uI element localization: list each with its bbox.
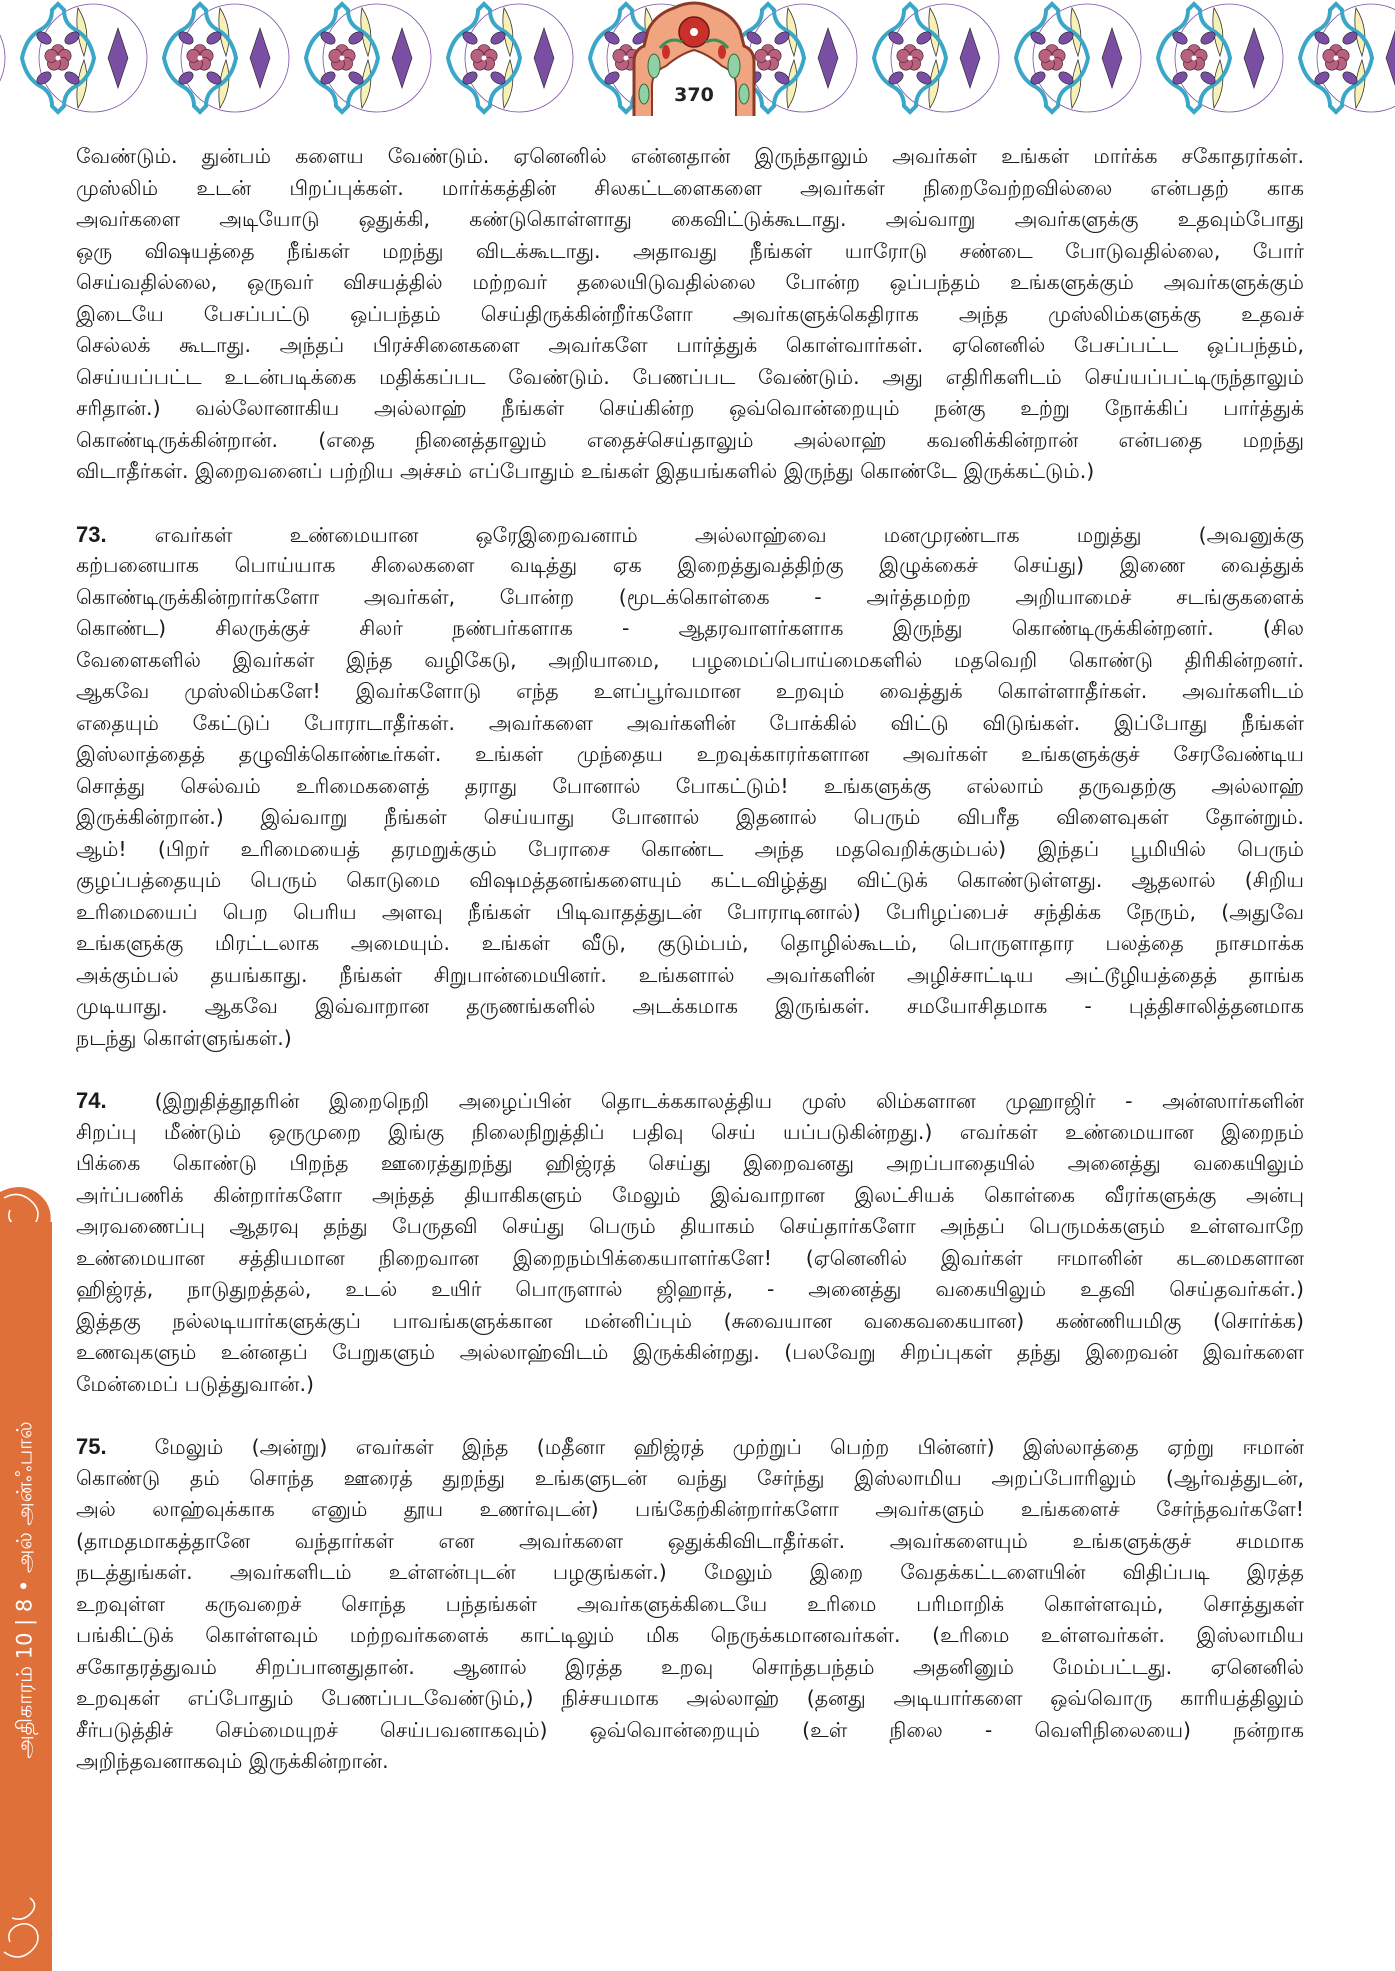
text-line: இருக்கின்றான்.) இவ்வாறு நீங்கள் செய்யாது போனால் இதனால் பெரும் விபரீத விளைவுகள் தோன்றும். bbox=[76, 805, 1304, 829]
verse-paragraph bbox=[76, 1431, 1304, 1778]
text-line: அக்கும்பல் தயங்காது. நீங்கள் சிறுபான்மையினர். உங்களால் அவர்களின் அழிச்சாட்டிய அட்டூழியத்தைத் தாங்க bbox=[76, 962, 1304, 987]
header-ornament-band bbox=[0, 0, 1395, 116]
text-line bbox=[76, 1431, 1304, 1463]
text-line: பிக்கை கொண்டு பிறந்த ஊரைத்துறந்து ஹிஜ்ரத் செய்து இறைவனது அறப்பாதையில் அனைத்து வகையிலும் bbox=[76, 1151, 1304, 1175]
text-line: வேளைகளில் இவர்கள் இந்த வழிகேடு, அறியாமை, பழமைப்பொய்மைகளில் மதவெறி கொண்டு திரிகின்றனர். bbox=[76, 647, 1304, 672]
text-line: செல்லக் கூடாது. அந்தப் பிரச்சினைகளை அவர்களே பார்த்துக் கொள்வார்கள். ஏனெனில் பேசப்பட்ட ஒப்பந்தம், bbox=[76, 333, 1304, 357]
text-line: நடத்துங்கள். அவர்களிடம் உள்ளன்புடன் பழகுங்கள்.) மேலும் இறை வேதக்கட்டளையின் விதிப்படி இரத்த bbox=[76, 1560, 1304, 1584]
text-line: செய்யப்பட்ட உடன்படிக்கை மதிக்கப்பட வேண்டும். பேணப்பட வேண்டும். அது எதிரிகளிடம் செய்யப்பட்டிருந்தாலும் bbox=[76, 364, 1304, 389]
page-number: 370 bbox=[674, 84, 714, 106]
text-line: உண்மையான சத்தியமான நிறைவான இறைநம்பிக்கையாளர்களே! (ஏனெனில் இவர்கள் ஈமானின் கடமைகளான bbox=[76, 1245, 1304, 1270]
text-line: கொண்ட) சிலருக்குச் சிலர் நண்பர்களாக - ஆதரவாளர்களாக இருந்து கொண்டிருக்கின்றனர். (சில bbox=[76, 616, 1304, 640]
text-line: சொத்து செல்வம் உரிமைகளைத் தராது போனால் போகட்டும்! உங்களுக்கு எல்லாம் தருவதற்கு அல்லாஹ் bbox=[76, 773, 1304, 798]
text-line: நடந்து கொள்ளுங்கள்.) bbox=[76, 1025, 292, 1050]
text-line: முஸ்லிம் உடன் பிறப்புக்கள். மார்க்கத்தின் சிலகட்டளைகளை அவர்கள் நிறைவேற்றவில்லை என்பதற் காக bbox=[76, 175, 1304, 200]
verse-paragraph bbox=[76, 1085, 1304, 1400]
floral-tile bbox=[874, 4, 999, 112]
floral-tile bbox=[1016, 4, 1141, 112]
floral-tile bbox=[306, 4, 431, 112]
floral-tile bbox=[0, 4, 5, 112]
text-line: கற்பனையாக பொய்யாக சிலைகளை வடித்து ஏக இறைத்துவத்திற்கு இழுக்கைச் செய்து) இணை வைத்துக் bbox=[76, 553, 1304, 577]
text-line: ஆகவே முஸ்லிம்களே! இவர்களோடு எந்த உளப்பூர்வமான உறவும் வைத்துக் கொள்ளாதீர்கள். அவர்களிடம் bbox=[76, 679, 1304, 703]
floral-tile bbox=[1300, 4, 1395, 112]
verse-paragraph bbox=[76, 141, 1304, 488]
floral-tile bbox=[22, 4, 147, 112]
text-line: சகோதரத்துவம் சிறப்பானதுதான். ஆனால் இரத்த உறவு சொந்தபந்தம் அதனினும் மேம்பட்டது. ஏனெனில் bbox=[76, 1654, 1304, 1679]
text-line: கொண்டு தம் சொந்த ஊரைத் துறந்து உங்களுடன் வந்து சேர்ந்து இஸ்லாமிய அறப்போரிலும் (ஆர்வத்துடன், bbox=[76, 1465, 1304, 1490]
chapter-label: அதிகாரம் 10 | 8 • அல் அன்ஃபால் bbox=[12, 1421, 37, 1759]
line-text: மேலும் (அன்று) எவர்கள் இந்த (மதீனா ஹிஜ்ரத் முற்றுப் பெற்ற பின்னர்) இஸ்லாத்தை ஏற்று ஈமான் bbox=[154, 1435, 1304, 1459]
text-line: வேண்டும். துன்பம் களைய வேண்டும். ஏனெனில் என்னதான் இருந்தாலும் அவர்கள் உங்கள் மார்க்க சகோதரர்கள். bbox=[76, 144, 1304, 168]
text-line: உங்களுக்கு மிரட்டலாக அமையும். உங்கள் வீடு, குடும்பம், தொழில்கூடம், பொருளாதார பலத்தை நாசமாக்க bbox=[76, 931, 1304, 955]
line-text: எவர்கள் உண்மையான ஒரேஇறைவனாம் அல்லாஹ்வை மனமுரண்டாக மறுத்து (அவனுக்கு bbox=[154, 522, 1304, 547]
text-line: உரிமையைப் பெற பெரிய அளவு நீங்கள் பிடிவாதத்துடன் போராடினால்) பேரிழப்பைச் சந்திக்க நேரும், (அதுவே bbox=[76, 899, 1304, 924]
verse-paragraph bbox=[76, 519, 1304, 1055]
verse-number: 74. bbox=[76, 1088, 107, 1113]
red-flower-icon bbox=[679, 17, 709, 47]
text-line: (தாமதமாகத்தானே வந்தார்கள் என அவர்களை ஒதுக்கிவிடாதீர்கள். அவர்களையும் உங்களுக்குச் சமமாக bbox=[76, 1528, 1304, 1553]
text-line: முடியாது. ஆகவே இவ்வாறான தருணங்களில் அடக்கமாக இருங்கள். சமயோசிதமாக - புத்திசாலித்தனமாக bbox=[76, 994, 1304, 1018]
text-line: குழப்பத்தையும் பெரும் கொடுமை விஷமத்தனங்களையும் கட்டவிழ்த்து விட்டுக் கொண்டுள்ளது. ஆதலால் (சிறிய bbox=[76, 868, 1304, 892]
floral-tile bbox=[164, 4, 289, 112]
text-line bbox=[76, 519, 1304, 551]
text-line: விடாதீர்கள். இறைவனைப் பற்றிய அச்சம் எப்போதும் உங்கள் இதயங்களில் இருந்து கொண்டே இருக்கட்டும்.) bbox=[76, 459, 1095, 483]
page-number-arch bbox=[630, 0, 758, 116]
text-line: சீர்படுத்திச் செம்மையுறச் செய்பவனாகவும்) ஒவ்வொன்றையும் (உள் நிலை - வெளிநிலையை) நன்றாக bbox=[76, 1717, 1304, 1742]
text-line: அல் லாஹ்வுக்காக எனும் தூய உணர்வுடன்) பங்கேற்கின்றார்களோ அவர்களும் உங்களைச் சேர்ந்தவர்களே! bbox=[76, 1497, 1304, 1521]
text-line: ஹிஜ்ரத், நாடுதுறத்தல், உடல் உயிர் பொருளால் ஜிஹாத், - அனைத்து வகையிலும் உதவி செய்தவர்கள்.) bbox=[76, 1277, 1304, 1301]
text-line: செய்வதில்லை, ஒருவர் விசயத்தில் மற்றவர் தலையிடுவதில்லை போன்ற ஒப்பந்தம் உங்களுக்கும் அவர்களுக்கும் bbox=[76, 270, 1304, 294]
line-text: (இறுதித்தூதரின் இறைநெறி அழைப்பின் தொடக்ககாலத்திய முஸ் லிம்களான முஹாஜிர் - அன்ஸார்களின் bbox=[154, 1089, 1304, 1113]
text-line: அறிந்தவனாகவும் இருக்கின்றான். bbox=[76, 1749, 389, 1773]
text-line: சிறப்பு மீண்டும் ஒருமுறை இங்கு நிலைநிறுத்திப் பதிவு செய் யப்படுகின்றது.) எவர்கள் உண்மையான இறைநம் bbox=[76, 1119, 1304, 1144]
sidebar-ornament-bottom-icon bbox=[0, 1890, 56, 1970]
text-line: கொண்டிருக்கின்றார்களோ அவர்கள், போன்ற (மூடக்கொள்கை - அர்த்தமற்ற அறியாமைச் சடங்குகளைக் bbox=[76, 584, 1304, 609]
text-line: இஸ்லாத்தைத் தழுவிக்கொண்டீர்கள். உங்கள் முந்தைய உறவுக்காரர்களான அவர்கள் உங்களுக்குச் சேரவேண்டிய bbox=[76, 742, 1304, 766]
verse-number: 75. bbox=[76, 1434, 107, 1459]
text-line: அர்ப்பணிக் கின்றார்களோ அந்தத் தியாகிகளும் மேலும் இவ்வாறான இலட்சியக் கொள்கை வீரர்களுக்கு அன்பு bbox=[76, 1182, 1304, 1207]
text-line: உறவுகள் எப்போதும் பேணப்படவேண்டும்,) நிச்சயமாக அல்லாஹ் (தனது அடியார்களை ஒவ்வொரு காரியத்திலும் bbox=[76, 1686, 1304, 1710]
text-line: சரிதான்.) வல்லோனாகிய அல்லாஹ் நீங்கள் செய்கின்ற ஒவ்வொன்றையும் நன்கு உற்று நோக்கிப் பார்த்துக் bbox=[76, 396, 1304, 420]
text-line: கொண்டிருக்கின்றான். (எதை நினைத்தாலும் எதைச்செய்தாலும் அல்லாஹ் கவனிக்கின்றான் என்பதை மறந்து bbox=[76, 427, 1304, 452]
text-line: இடையே பேசப்பட்டு ஒப்பந்தம் செய்திருக்கின்றீர்களோ அவர்களுக்கெதிராக அந்த முஸ்லிம்களுக்கு உதவச் bbox=[76, 301, 1304, 326]
verse-number: 73. bbox=[76, 521, 107, 547]
floral-tile bbox=[448, 4, 573, 112]
text-line: எதையும் கேட்டுப் போராடாதீர்கள். அவர்களை அவர்களின் போக்கில் விட்டு விடுங்கள். இப்போது நீங்கள் bbox=[76, 710, 1304, 735]
text-line: பங்கிட்டுக் கொள்ளவும் மற்றவர்களைக் காட்டிலும் மிக நெருக்கமானவர்கள். (உரிமை உள்ளவர்கள். இஸ்லாமிய bbox=[76, 1623, 1304, 1647]
text-line: உறவுள்ள கருவறைச் சொந்த பந்தங்கள் அவர்களுக்கிடையே உரிமை பரிமாறிக் கொள்ளவும், சொத்துகள் bbox=[76, 1591, 1304, 1616]
text-line: அவர்களை அடியோடு ஒதுக்கி, கண்டுகொள்ளாது கைவிட்டுக்கூடாது. அவ்வாறு அவர்களுக்கு உதவும்போது bbox=[76, 207, 1304, 231]
text-line: இத்தகு நல்லடியார்களுக்குப் பாவங்களுக்கான மன்னிப்பும் (சுவையான வகைவகையான) கண்ணியமிகு (சொர்க்க) bbox=[76, 1308, 1304, 1333]
text-line: உணவுகளும் உன்னதப் பேறுகளும் அல்லாஹ்விடம் இருக்கின்றது. (பலவேறு சிறப்புகள் தந்து இறைவன் இவர்களை bbox=[76, 1340, 1304, 1364]
floral-tile bbox=[1158, 4, 1283, 112]
text-line: ஆம்! (பிறர் உரிமையைத் தரமறுக்கும் பேராசை கொண்ட அந்த மதவெறிக்கும்பல்) இந்தப் பூமியில் பெரும் bbox=[76, 836, 1304, 861]
text-line: ஒரு விஷயத்தை நீங்கள் மறந்து விடக்கூடாது. அதாவது நீங்கள் யாரோடு சண்டை போடுவதில்லை, போர் bbox=[76, 238, 1304, 263]
text-line: அரவணைப்பு ஆதரவு தந்து பேருதவி செய்து பெரும் தியாகம் செய்தார்களோ அந்தப் பெருமக்களும் உள்ளவாறே bbox=[76, 1214, 1304, 1238]
text-line bbox=[76, 1085, 1304, 1117]
page-body bbox=[76, 141, 1304, 1809]
text-line: மேன்மைப் படுத்துவான்.) bbox=[76, 1371, 315, 1396]
